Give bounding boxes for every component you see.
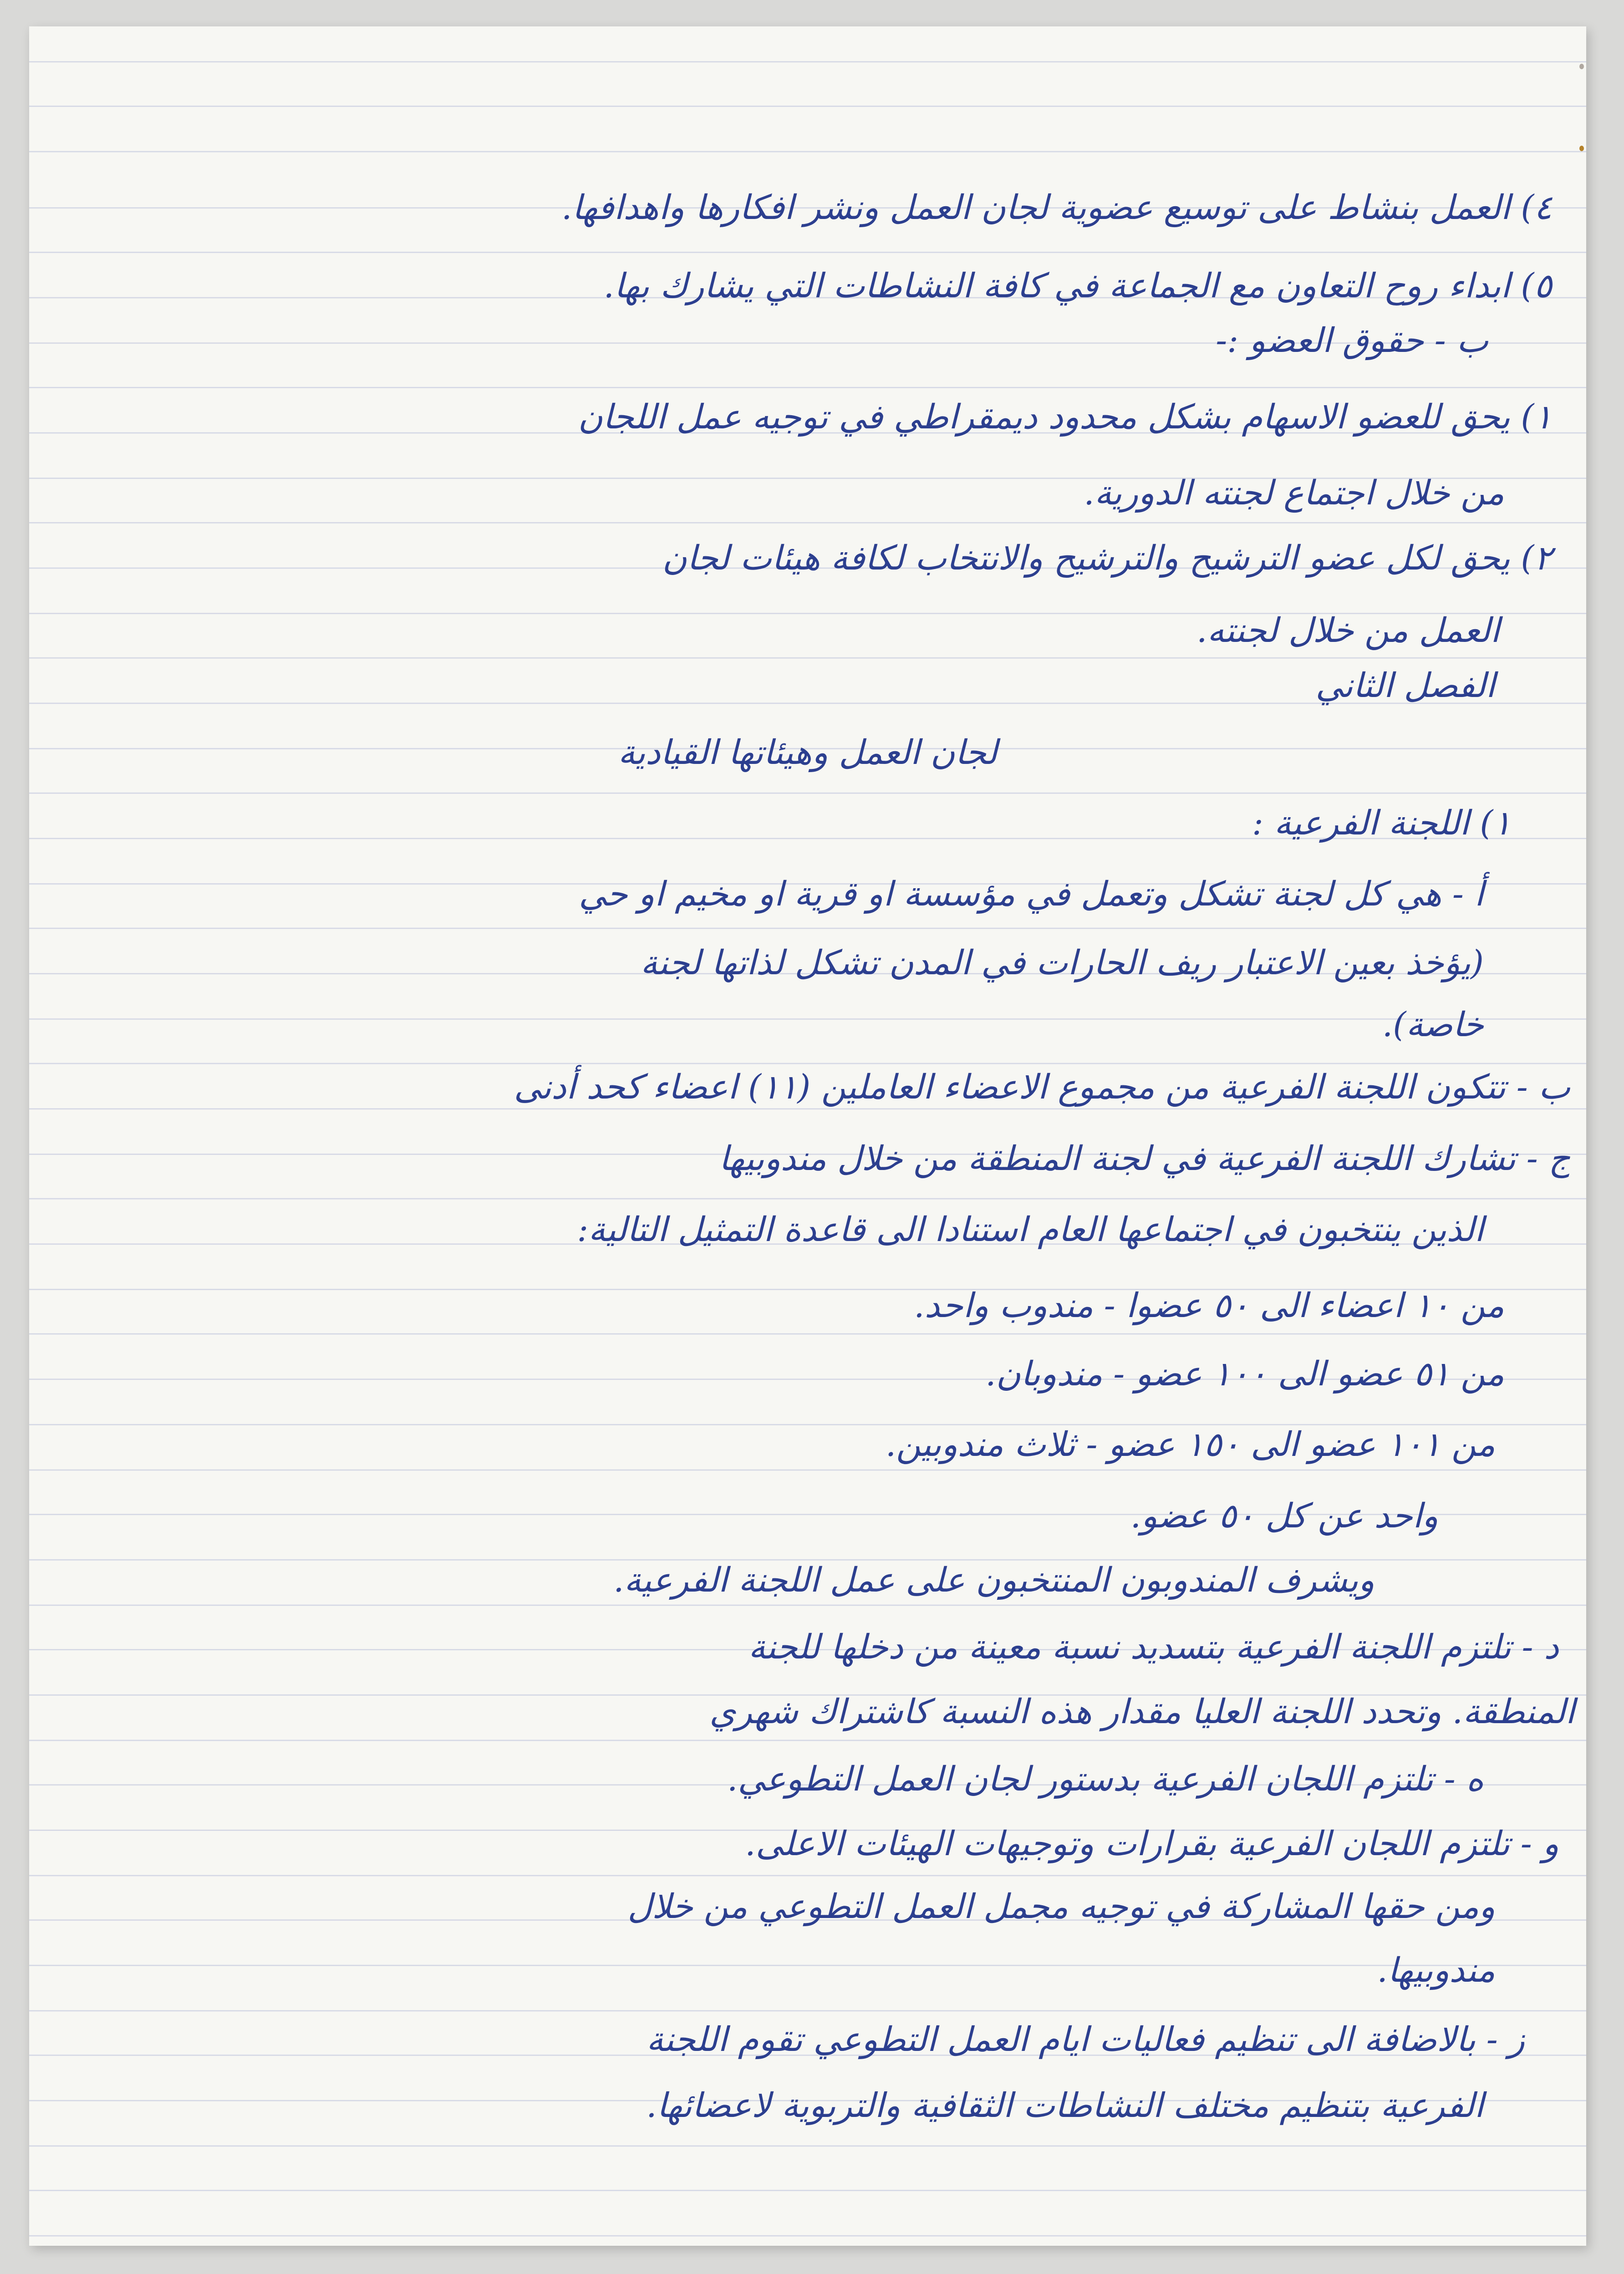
text-line-18: من ٥١ عضو الى ١٠٠ عضو - مندوبان. bbox=[985, 1354, 1504, 1394]
punch-hole-mark bbox=[1579, 64, 1584, 69]
text-line-16: الذين ينتخبون في اجتماعها العام استنادا الى قاعدة التمثيل التالية: bbox=[577, 1210, 1484, 1249]
text-line-5: من خلال اجتماع لجنته الدورية. bbox=[1084, 473, 1504, 513]
text-line-13: خاصة). bbox=[1382, 1005, 1484, 1044]
text-line-24: ه - تلتزم اللجان الفرعية بدستور لجان العمل التطوعي. bbox=[727, 1760, 1484, 1799]
text-line-4: ١) يحق للعضو الاسهام بشكل محدود ديمقراطي في توجيه عمل اللجان bbox=[578, 397, 1552, 437]
section-title: لجان العمل وهيئاتها القيادية bbox=[618, 733, 998, 772]
text-line-23: المنطقة. وتحدد اللجنة العليا مقدار هذه النسبة كاشتراك شهري bbox=[709, 1692, 1575, 1731]
text-line-19: من ١٠١ عضو الى ١٥٠ عضو - ثلاث مندوبين. bbox=[885, 1425, 1495, 1464]
text-line-14: ب - تتكون اللجنة الفرعية من مجموع الاعضاء العاملين (١١) اعضاء كحد أدنى bbox=[514, 1068, 1570, 1107]
section-heading: الفصل الثاني bbox=[1315, 666, 1495, 705]
text-line-1: ٤) العمل بنشاط على توسيع عضوية لجان العمل ونشر افكارها واهدافها. bbox=[561, 188, 1552, 227]
text-line-3: ب - حقوق العضو :- bbox=[1216, 321, 1488, 360]
text-line-2: ٥) ابداء روح التعاون مع الجماعة في كافة النشاطات التي يشارك بها. bbox=[603, 266, 1552, 305]
text-line-28: ز - بالاضافة الى تنظيم فعاليات ايام العمل التطوعي تقوم اللجنة bbox=[646, 2020, 1525, 2059]
text-line-6: ٢) يحق لكل عضو الترشيح والترشيح والانتخاب لكافة هيئات لجان bbox=[662, 539, 1552, 578]
text-line-17: من ١٠ اعضاء الى ٥٠ عضوا - مندوب واحد. bbox=[914, 1286, 1504, 1325]
text-line-22: د - تلتزم اللجنة الفرعية بتسديد نسبة معينة من دخلها للجنة bbox=[748, 1628, 1559, 1667]
text-line-7: العمل من خلال لجنته. bbox=[1196, 611, 1500, 650]
text-line-10: ١) اللجنة الفرعية : bbox=[1252, 804, 1511, 843]
paper-sheet bbox=[29, 26, 1586, 2246]
text-line-27: مندوبيها. bbox=[1377, 1951, 1495, 1990]
text-line-29: الفرعية بتنظيم مختلف النشاطات الثقافية والتربوية لاعضائها. bbox=[646, 2086, 1484, 2125]
text-line-15: ج - تشارك اللجنة الفرعية في لجنة المنطقة من خلال مندوبيها bbox=[719, 1139, 1570, 1178]
text-line-26: ومن حقها المشاركة في توجيه مجمل العمل التطوعي من خلال bbox=[627, 1887, 1495, 1926]
ink-dot-mark bbox=[1579, 146, 1584, 151]
text-line-11: أ - هي كل لجنة تشكل وتعمل في مؤسسة او قرية او مخيم او حي bbox=[579, 875, 1484, 914]
text-line-20: واحد عن كل ٥٠ عضو. bbox=[1130, 1496, 1438, 1536]
text-line-12: (يؤخذ بعين الاعتبار ريف الحارات في المدن تشكل لذاتها لجنة bbox=[640, 943, 1484, 982]
text-line-25: و - تلتزم اللجان الفرعية بقرارات وتوجيهات الهيئات الاعلى. bbox=[745, 1824, 1559, 1863]
text-line-21: ويشرف المندوبون المنتخبون على عمل اللجنة الفرعية. bbox=[613, 1561, 1375, 1600]
